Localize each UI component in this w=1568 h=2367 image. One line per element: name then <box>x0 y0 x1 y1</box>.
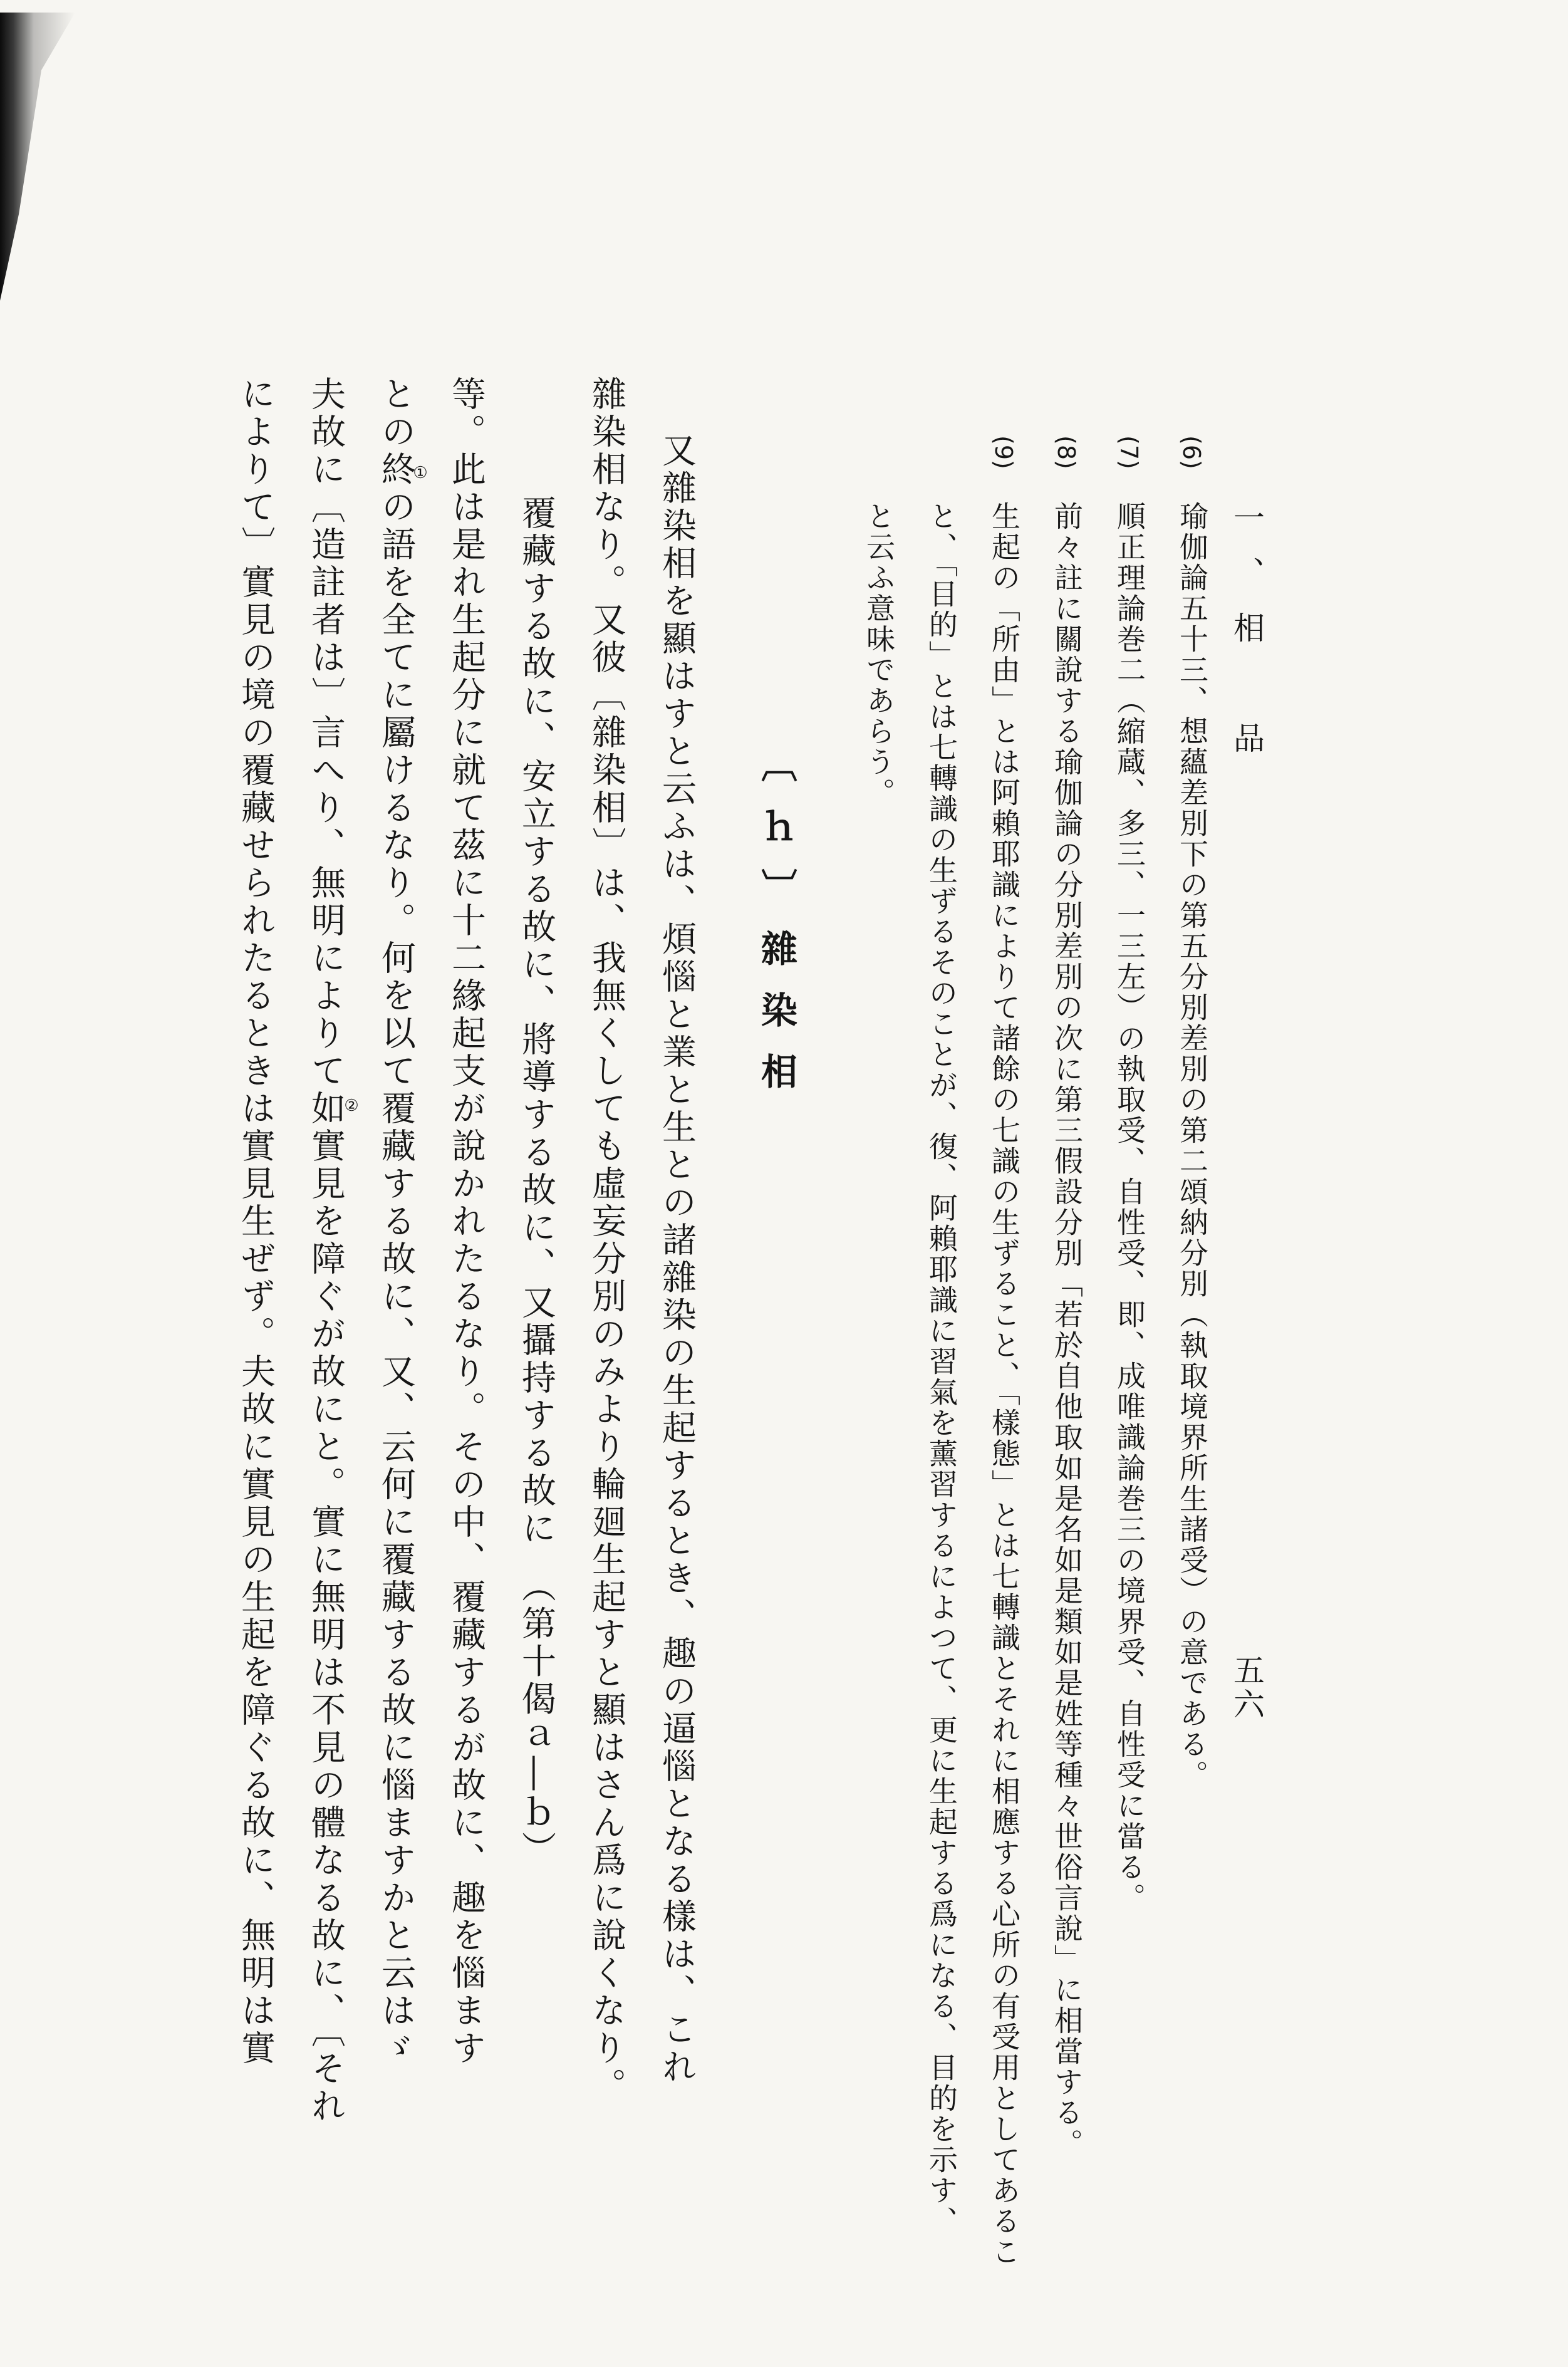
body-line: 覆藏する故に、安立する故に、將導する故に、又攝持する故に （第十偈ａ―ｂ） <box>516 495 556 1869</box>
note-marker: (9) <box>990 435 1017 469</box>
body-line: によりて〕實見の境の覆藏せられたるときは實見生ぜず。夫故に實見の生起を障ぐる故に、無明は實 <box>236 376 276 2068</box>
note-text: と、「目的」とは七轉識の生ずるそのことが、復、阿賴耶識に習氣を薰習するによつて、更に生起する爲になる、目的を示す、 <box>925 501 958 2237</box>
running-head: 一、相 品 <box>1228 501 1265 777</box>
body-line: 又雜染相を顯はすと云ふは、煩惱と業と生との諸雜染の生起するとき、趣の逼惱となる樣は、これ <box>657 432 697 2086</box>
note-marker: (8) <box>1052 435 1080 469</box>
body-line: 等。此は是れ生起分に就て茲に十二緣起支が說かれたるなり。その中、覆藏するが故に、趣を惱ます <box>446 376 486 2068</box>
section-title: 〔ｈ〕雜染相 <box>755 746 797 1114</box>
note-text: 順正理論巻二（縮蔵、多三、一三左）の執取受、自性受、即、成唯識論巻三の境界受、自性受に當る。 <box>1113 501 1146 1913</box>
body-line: 雜染相なり。又彼〔雜染相〕は、我無くしても虛妄分別のみより輪廻生起すと顯はさん爲に說くなり。 <box>586 376 626 2105</box>
note-text: と云ふ意味であらう。 <box>862 501 896 808</box>
note-marker: (7) <box>1115 435 1143 469</box>
note-text: 生起の「所由」とは阿賴耶識によりて諸餘の七識の生ずること、「樣態」とは七轉識とそれに相應する心所の有受用としてあるこ <box>987 501 1021 2267</box>
note-text: 瑜伽論五十三、想蘊差別下の第五分別差別の第二頌納分別（執取境界所生諸受）の意である。 <box>1175 501 1209 1791</box>
note-marker: (6) <box>1178 435 1205 469</box>
body-line: 夫故に〔造註者は〕言へり、無明によりて如實見を障ぐが故にと。實に無明は不見の體なる故に、〔それ <box>306 376 346 2126</box>
footnote-mark: ② <box>342 1096 361 1115</box>
body-line: との終の語を全てに屬けるなり。何を以て覆藏する故に、又、云何に覆藏する故に惱ますかと云はゞ <box>376 376 416 2068</box>
page-number: 五六 <box>1228 1654 1265 1722</box>
footnote-mark: ① <box>411 464 430 482</box>
page-edge-shadow <box>0 13 75 301</box>
note-text: 前々註に關說する瑜伽論の分別差別の次に第三假設分別「若於自他取如是名如是類如是姓等種々世俗言說」に相當する。 <box>1050 501 1084 2159</box>
